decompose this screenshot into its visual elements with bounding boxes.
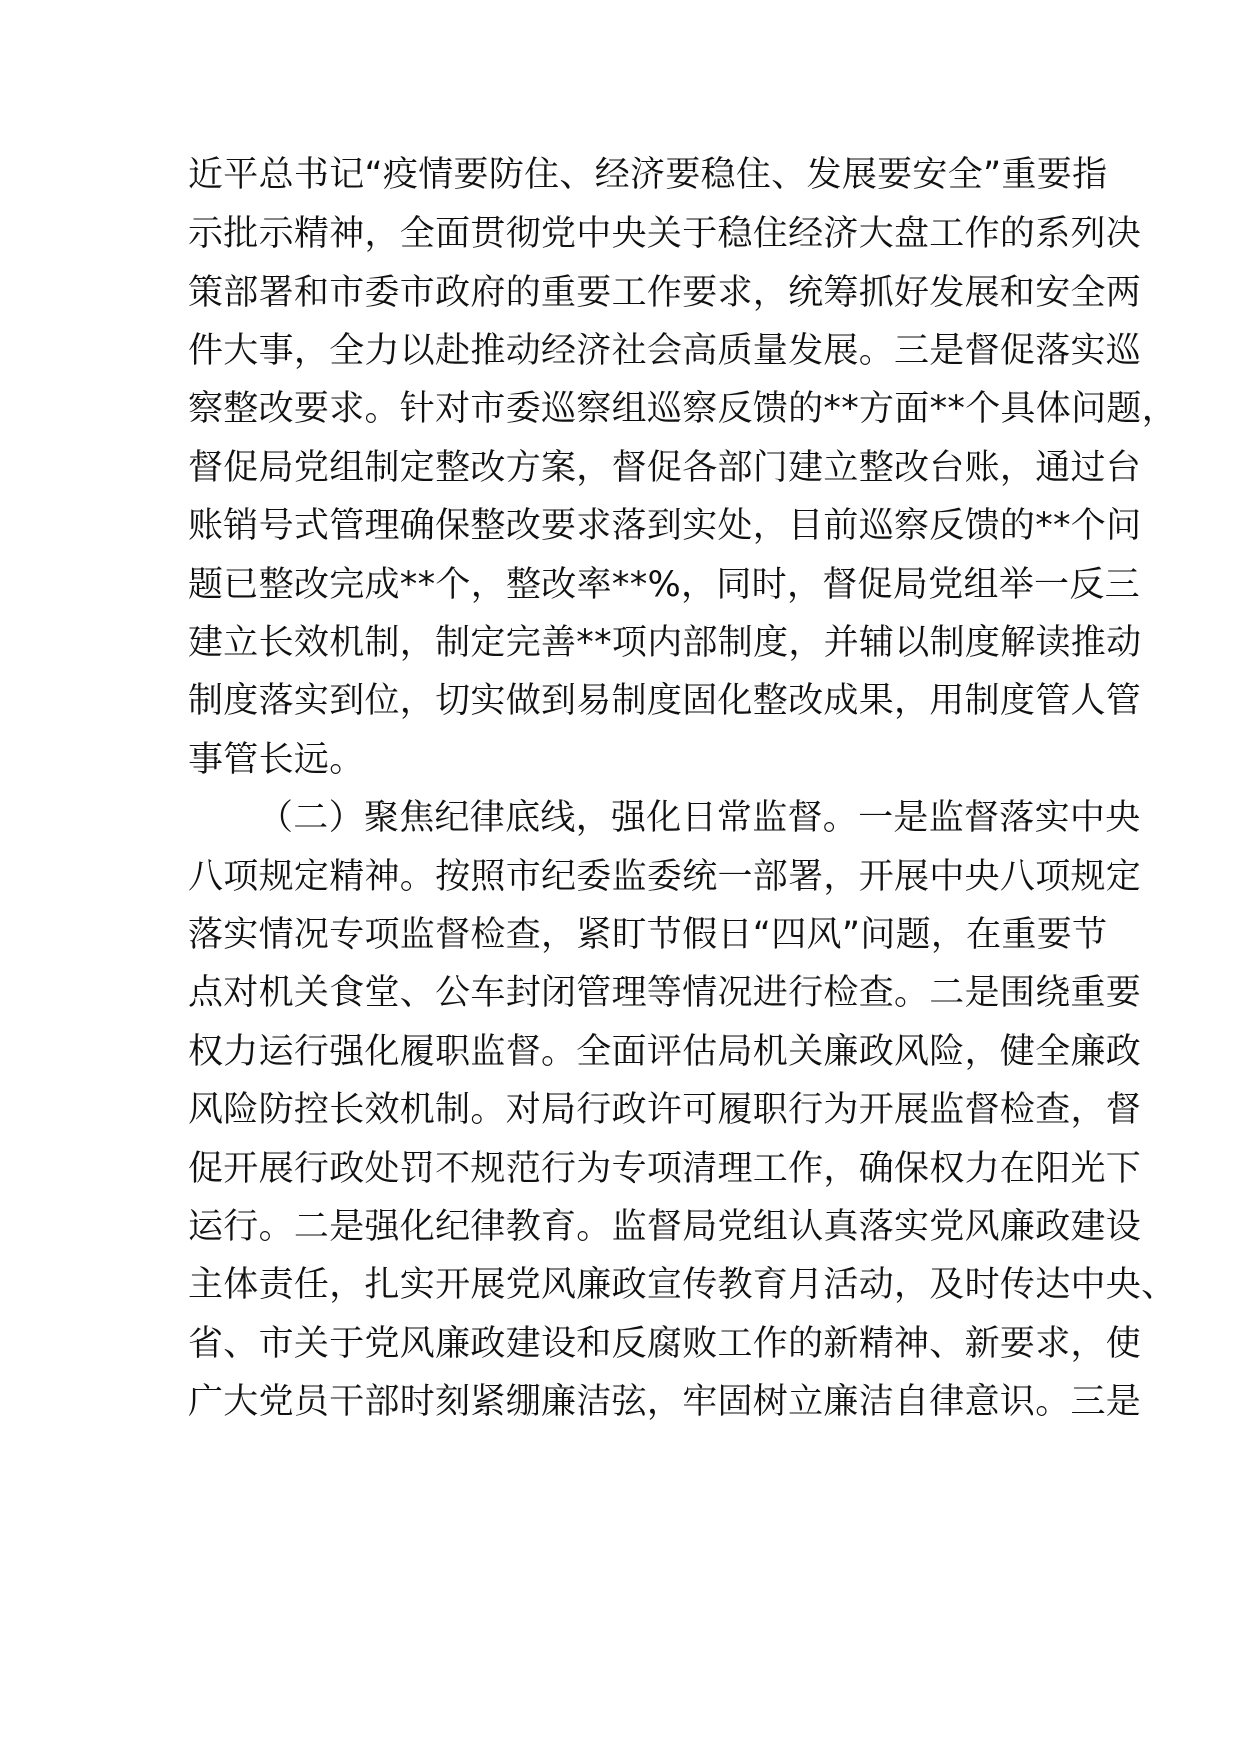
text-line: 察整改要求。针对市委巡察组巡察反馈的**方面**个具体问题， xyxy=(188,389,1178,429)
text-line: 广大党员干部时刻紧绷廉洁弦，牢固树立廉洁自律意识。三是 xyxy=(188,1382,1142,1422)
text-line: 权力运行强化履职监督。全面评估局机关廉政风险，健全廉政 xyxy=(188,1032,1142,1072)
text-line: 运行。二是强化纪律教育。监督局党组认真落实党风廉政建设 xyxy=(188,1207,1142,1247)
text-line: 策部署和市委市政府的重要工作要求，统筹抓好发展和安全两 xyxy=(188,273,1142,313)
text-line: 省、市关于党风廉政建设和反腐败工作的新精神、新要求，使 xyxy=(188,1324,1142,1364)
section-heading-line: （二）聚焦纪律底线，强化日常监督。一是监督落实中央 xyxy=(258,798,1141,838)
text-line: 近平总书记“疫情要防住、经济要稳住、发展要安全”重要指 xyxy=(188,155,1108,195)
text-line: 题已整改完成**个，整改率**%，同时，督促局党组举一反三 xyxy=(188,565,1140,605)
text-line: 主体责任，扎实开展党风廉政宣传教育月活动，及时传达中央、 xyxy=(188,1265,1177,1305)
text-line: 事管长远。 xyxy=(188,740,365,780)
text-line: 风险防控长效机制。对局行政许可履职行为开展监督检查，督 xyxy=(188,1090,1142,1130)
text-line: 示批示精神，全面贯彻党中央关于稳住经济大盘工作的系列决 xyxy=(188,214,1142,254)
text-line: 促开展行政处罚不规范行为专项清理工作，确保权力在阳光下 xyxy=(188,1149,1142,1189)
text-line: 件大事，全力以赴推动经济社会高质量发展。三是督促落实巡 xyxy=(188,331,1142,371)
text-line: 建立长效机制，制定完善**项内部制度，并辅以制度解读推动 xyxy=(188,623,1142,663)
text-line: 八项规定精神。按照市纪委监委统一部署，开展中央八项规定 xyxy=(188,857,1142,897)
text-line: 落实情况专项监督检查，紧盯节假日“四风”问题，在重要节 xyxy=(188,915,1108,955)
text-line: 督促局党组制定整改方案，督促各部门建立整改台账，通过台 xyxy=(188,448,1142,488)
text-line: 账销号式管理确保整改要求落到实处，目前巡察反馈的**个问 xyxy=(188,506,1142,546)
text-line: 点对机关食堂、公车封闭管理等情况进行检查。二是围绕重要 xyxy=(188,973,1142,1013)
text-line: 制度落实到位，切实做到易制度固化整改成果，用制度管人管 xyxy=(188,681,1142,721)
